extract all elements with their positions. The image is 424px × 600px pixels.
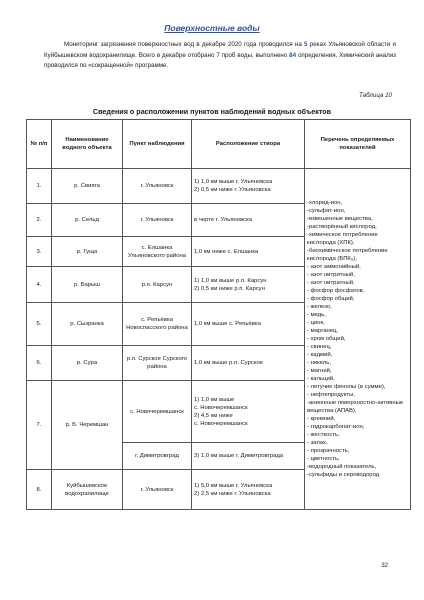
page-number: 32 xyxy=(381,563,388,569)
row-object: р. Сура xyxy=(52,346,123,381)
row-object: р. Свияга xyxy=(52,169,123,204)
row-location: 1,0 км выше с. Репьёвка xyxy=(192,303,305,346)
list-item: - кадмий, xyxy=(307,352,333,358)
list-item: - цинк, xyxy=(307,320,325,326)
list-item: - жесткость, xyxy=(307,432,340,438)
table-row xyxy=(27,169,411,204)
row-location: 1) 5,0 км выше г. Ульяновска 2) 2,5 км ниже г. Ульяновска xyxy=(192,470,305,510)
row-num: 7. xyxy=(27,381,52,470)
list-item: -водородный показатель, xyxy=(307,464,377,470)
row-point: г. Ульяновск xyxy=(123,204,192,237)
header-point: Пункт наблюдения xyxy=(123,120,192,169)
row-object: р. Б. Черемшан xyxy=(52,381,123,470)
row-point: с. Репьёвка Новоспасского района xyxy=(123,303,192,346)
intro-text-3: определения. Химический анализ проводился по «сокращенной» программе. xyxy=(44,51,396,69)
list-item: - хром общий, xyxy=(307,336,346,342)
row-object: Куйбышевское водохранилище xyxy=(52,470,123,510)
header-num: № п/п xyxy=(27,120,52,169)
row-location: 1) 1,0 км выше р.п. Карсун 2) 0,5 км ниже р.п. Карсун xyxy=(192,267,305,303)
row-point: г. Ульяновск xyxy=(123,470,192,510)
list-item: -хлорид-ион, xyxy=(307,200,343,206)
list-item: - азот нитритный, xyxy=(307,272,355,278)
row-point: с. Елшанка Ульяновского района xyxy=(123,237,192,267)
list-item: -анионные поверхностно-активные вещества (АПАВ), xyxy=(307,400,404,414)
row-object: р. Сызранка xyxy=(52,303,123,346)
list-item: - железо, xyxy=(307,304,332,310)
intro-text-1: Мониторинг загрязнения поверхностных вод в декабре 2020 года проводился на xyxy=(64,41,305,48)
rivers-count: 5 xyxy=(304,41,308,48)
list-item: - марганец, xyxy=(307,328,339,334)
list-item: - цветность, xyxy=(307,456,340,462)
observation-points-table xyxy=(26,119,411,510)
list-item: -сульфиды и сероводород xyxy=(307,472,380,478)
row-object: р. Барыш xyxy=(52,267,123,303)
list-item: -растворённый кислород, xyxy=(307,224,377,230)
list-item: -биохимическое потребление кислорода (БПК₅), xyxy=(307,248,388,262)
row-location: в черте г. Ульяновска xyxy=(192,204,305,237)
header-indicators: Перечень определяемых показателей xyxy=(305,120,411,169)
list-item: - гидрокарбонат-ион, xyxy=(307,424,365,430)
list-item: - прозрачность, xyxy=(307,448,350,454)
indicators-list xyxy=(305,169,411,510)
list-item: -взвешенные вещества, xyxy=(307,216,373,222)
row-point: р.п. Карсун xyxy=(123,267,192,303)
row-num: 6. xyxy=(27,346,52,381)
list-item: - азот аммонийный, xyxy=(307,264,361,270)
list-item: - фосфор общий, xyxy=(307,296,355,302)
list-item: -сульфат-ион, xyxy=(307,208,346,214)
intro-text-2: реках Ульяновской области и Куйбышевском водохранилище. Всего в декабре отобрано 7 проб воды, выполнено xyxy=(44,41,396,59)
section-title: Поверхностные воды xyxy=(164,23,260,33)
row-num: 3. xyxy=(27,237,52,267)
row-num: 1. xyxy=(27,169,52,204)
table-number: Таблица 10 xyxy=(358,92,392,99)
list-item: - медь, xyxy=(307,312,326,318)
list-item: - кремний, xyxy=(307,416,336,422)
table-header-row xyxy=(27,120,411,169)
list-item: - нефтепродукты, xyxy=(307,392,355,398)
header-location: Расположение створа xyxy=(192,120,305,169)
list-item: - летучие фенолы (в сумме), xyxy=(307,384,386,390)
list-item: - магний, xyxy=(307,368,332,374)
row-location: 1) 1,0 км выше г. Ульяновска 2) 0,5 км ниже г. Ульяновска xyxy=(192,169,305,204)
row-location: 1,0 км выше р.п. Сурское xyxy=(192,346,305,381)
row-point: с. Новочеремшанск xyxy=(123,381,192,443)
row-point: р.п. Сурское Сурского района xyxy=(123,346,192,381)
row-num: 4. xyxy=(27,267,52,303)
list-item: - запах, xyxy=(307,440,328,446)
row-point: г. Ульяновск xyxy=(123,169,192,204)
determinations-count: 84 xyxy=(289,51,297,59)
table-caption: Сведения о расположении пунктов наблюдений водных объектов xyxy=(92,107,332,116)
list-item: - фосфор фосфатов, xyxy=(307,288,365,294)
row-object: р. Сельд xyxy=(52,204,123,237)
row-num: 5. xyxy=(27,303,52,346)
row-num: 8. xyxy=(27,470,52,510)
list-item: - никель, xyxy=(307,360,332,366)
row-location: 1) 1,0 км выше с. Новочеремшанск 2) 4,5 км ниже с. Новочеремшанск xyxy=(192,381,305,443)
intro-paragraph xyxy=(44,40,396,72)
row-point: г. Димитровград xyxy=(123,443,192,470)
list-item: - азот нитратный, xyxy=(307,280,355,286)
row-location: 3) 1,0 км выше г. Димитровграда xyxy=(192,443,305,470)
list-item: -химическое потребление кислорода (ХПК), xyxy=(307,232,378,246)
row-object: р. Гуща xyxy=(52,237,123,267)
header-object: Наименование водного объекта xyxy=(52,120,123,169)
row-num: 2. xyxy=(27,204,52,237)
list-item: - кальций, xyxy=(307,376,335,382)
row-location: 1,0 км ниже с. Елшанка xyxy=(192,237,305,267)
list-item: - свинец, xyxy=(307,344,332,350)
